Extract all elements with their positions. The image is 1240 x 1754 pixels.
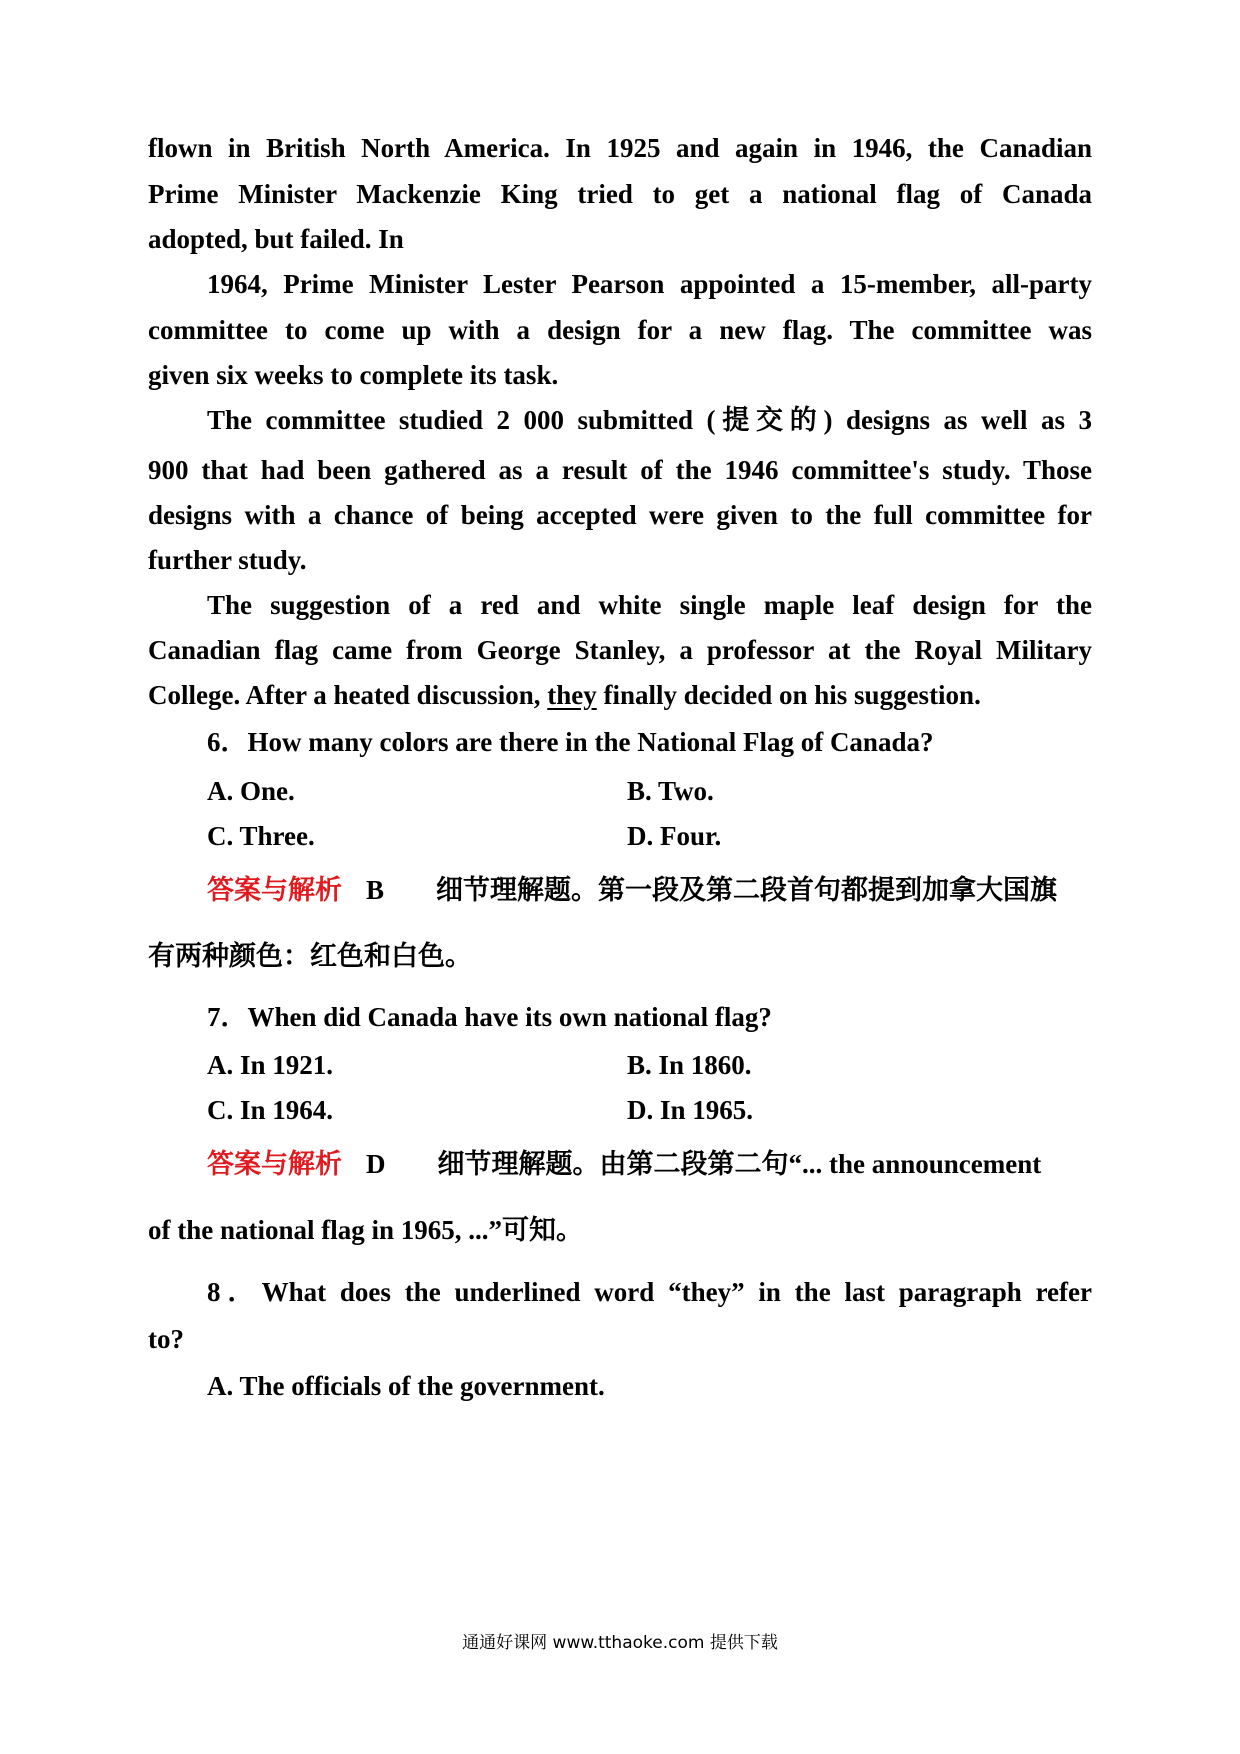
- answer-letter: B: [366, 875, 385, 905]
- answer-letter: D: [366, 1149, 386, 1179]
- option-c: C. Three.: [207, 821, 315, 851]
- passage-line: flown in British North America. In 1925 and again in 1946, the Canadian: [148, 133, 1092, 163]
- option-a: A. In 1921.: [207, 1050, 334, 1080]
- option-a: A. One.: [207, 776, 295, 806]
- option-b: B. In 1860.: [627, 1050, 752, 1080]
- question-text: What does the underlined word “they” in the last paragraph refer: [261, 1277, 1093, 1307]
- question-stem: [207, 726, 1092, 758]
- answer-explanation: 细节理解题。第一段及第二段首句都提到加拿大国旗: [436, 875, 1058, 906]
- passage-text: College. After a heated discussion,: [148, 680, 548, 710]
- passage-line: The committee studied 2 000 submitted (提交的) designs as well as 3: [207, 405, 1092, 435]
- option-d: D. In 1965.: [627, 1095, 754, 1125]
- page-footer: 通通好课网 www.tthaoke.com 提供下载: [462, 1633, 778, 1653]
- question-number: 6．: [207, 727, 248, 757]
- answer-explanation: 有两种颜色：红色和白色。: [148, 941, 472, 972]
- option-b: B. Two.: [627, 776, 714, 806]
- question-stem: [207, 1276, 1092, 1308]
- underlined-word: they: [547, 680, 597, 710]
- question-text: to?: [148, 1324, 184, 1354]
- passage-line: 900 that had been gathered as a result of the 1946 committee's study. Those: [148, 455, 1092, 485]
- passage-line: [148, 679, 1092, 711]
- passage-text: finally decided on his suggestion.: [596, 680, 981, 710]
- option-a: A. The officials of the government.: [207, 1371, 605, 1401]
- question-text: How many colors are there in the National Flag of Canada?: [247, 727, 934, 757]
- passage-line: Canadian flag came from George Stanley, a professor at the Royal Military: [148, 635, 1092, 665]
- answer-explanation: 细节理解题。由第二段第二句“... the announcement: [437, 1149, 1042, 1179]
- passage-line: further study.: [148, 545, 307, 575]
- answer-line: [207, 1148, 1092, 1181]
- question-number: 8．: [207, 1277, 262, 1307]
- passage-line: 1964, Prime Minister Lester Pearson appointed a 15-member, all-party: [207, 269, 1092, 299]
- question-text: When did Canada have its own national flag?: [247, 1002, 772, 1032]
- answer-line: [207, 874, 1092, 907]
- option-c: C. In 1964.: [207, 1095, 334, 1125]
- question-stem: [207, 1001, 1092, 1033]
- passage-line: designs with a chance of being accepted were given to the full committee for: [148, 500, 1092, 530]
- passage-line: committee to come up with a design for a new flag. The committee was: [148, 315, 1092, 345]
- passage-line: given six weeks to complete its task.: [148, 360, 559, 390]
- passage-line: The suggestion of a red and white single maple leaf design for the: [207, 590, 1092, 620]
- passage-line: adopted, but failed. In: [148, 224, 404, 254]
- question-number: 7．: [207, 1002, 248, 1032]
- answer-label: 答案与解析: [207, 1149, 342, 1180]
- passage-line: Prime Minister Mackenzie King tried to get a national flag of Canada: [148, 179, 1092, 209]
- option-d: D. Four.: [627, 821, 722, 851]
- answer-explanation: of the national flag in 1965, ...”可知。: [148, 1215, 584, 1245]
- answer-label: 答案与解析: [207, 875, 342, 906]
